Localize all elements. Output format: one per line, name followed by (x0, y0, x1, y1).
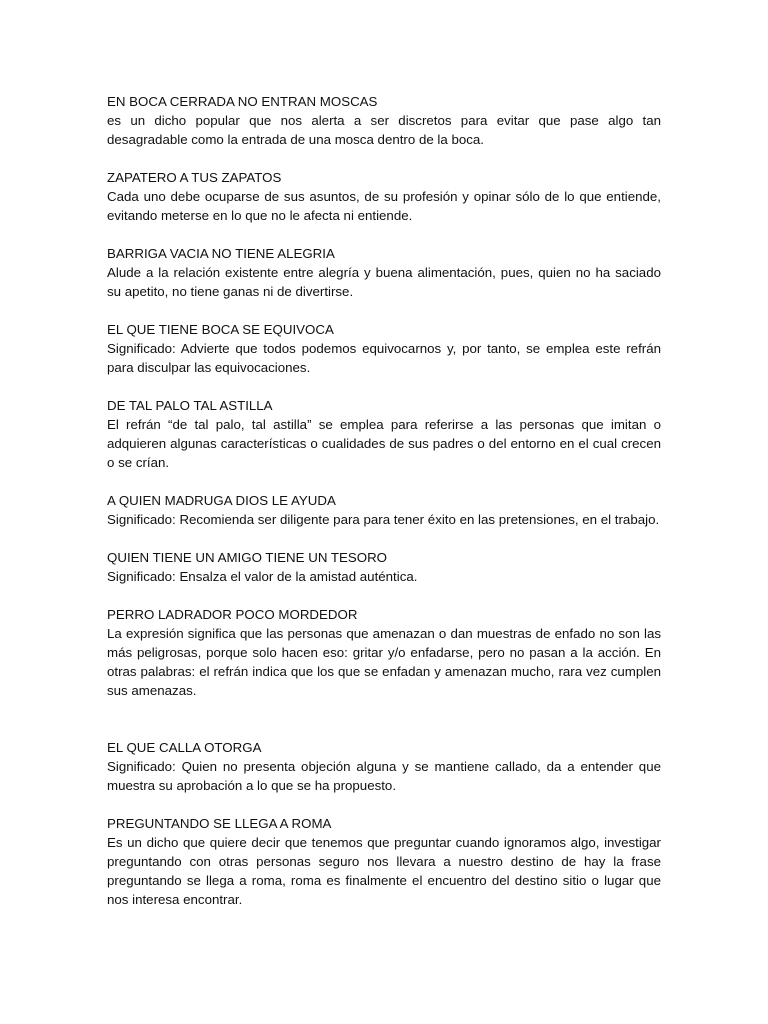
proverb-explanation: Significado: Ensalza el valor de la amistad auténtica. (107, 569, 418, 584)
proverb-explanation: Significado: Quien no presenta objeción alguna y se mantiene callado, da a entender que muestra su aprobación a lo que se ha propuesto. (107, 759, 661, 793)
proverb-title: EL QUE CALLA OTORGA (107, 740, 262, 755)
proverb-title: PREGUNTANDO SE LLEGA A ROMA (107, 816, 332, 831)
proverb-title: ZAPATERO A TUS ZAPATOS (107, 170, 282, 185)
proverb-entry (107, 814, 661, 909)
proverb-explanation: Cada uno debe ocuparse de sus asuntos, de su profesión y opinar sólo de lo que entiende, evitando meterse en lo que no le afecta ni entiende. (107, 189, 661, 223)
proverb-explanation: Es un dicho que quiere decir que tenemos que preguntar cuando ignoramos algo, investigar preguntando con otras personas seguro nos llevara a nuestro destino de hay la frase preguntando se llega a roma, roma es finalmente el encuentro del destino sitio o lugar que nos interesa encontrar. (107, 835, 661, 907)
proverb-explanation: La expresión significa que las personas que amenazan o dan muestras de enfado no son las más peligrosas, porque solo hacen eso: gritar y/o enfadarse, pero no pasan a la acción. En otras palabras: el refrán indica que los que se enfadan y amenazan mucho, rara vez cumplen sus amenazas. (107, 626, 661, 698)
proverb-explanation: Significado: Recomienda ser diligente para para tener éxito en las pretensiones, en el trabajo. (107, 512, 660, 527)
proverb-entry (107, 92, 661, 149)
proverb-explanation: Significado: Advierte que todos podemos equivocarnos y, por tanto, se emplea este refrán para disculpar las equivocaciones. (107, 341, 661, 375)
proverb-title: BARRIGA VACIA NO TIENE ALEGRIA (107, 246, 335, 261)
proverb-entry (107, 738, 661, 795)
proverb-explanation: es un dicho popular que nos alerta a ser discretos para evitar que pase algo tan desagradable como la entrada de una mosca dentro de la boca. (107, 113, 661, 147)
proverb-title: EN BOCA CERRADA NO ENTRAN MOSCAS (107, 94, 378, 109)
proverb-explanation: Alude a la relación existente entre alegría y buena alimentación, pues, quien no ha saciado su apetito, no tiene ganas ni de divertirse. (107, 265, 661, 299)
proverb-entry (107, 491, 661, 529)
proverb-title: QUIEN TIENE UN AMIGO TIENE UN TESORO (107, 550, 388, 565)
proverb-entry (107, 396, 661, 472)
proverb-entry (107, 244, 661, 301)
proverb-entry (107, 320, 661, 377)
proverb-explanation: El refrán “de tal palo, tal astilla” se emplea para referirse a las personas que imitan o adquieren algunas características o cualidades de sus padres o del entorno en el cual crecen o se crían. (107, 417, 661, 470)
document-page (107, 92, 661, 928)
proverb-entry (107, 548, 661, 586)
proverb-title: PERRO LADRADOR POCO MORDEDOR (107, 607, 358, 622)
proverb-title: DE TAL PALO TAL ASTILLA (107, 398, 273, 413)
proverb-title: EL QUE TIENE BOCA SE EQUIVOCA (107, 322, 334, 337)
proverb-entry (107, 605, 661, 700)
proverb-title: A QUIEN MADRUGA DIOS LE AYUDA (107, 493, 336, 508)
proverb-entry (107, 168, 661, 225)
